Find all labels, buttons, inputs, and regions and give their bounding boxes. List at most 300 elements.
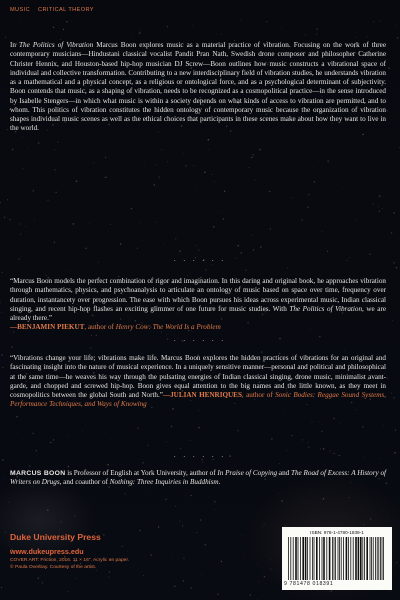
artwork-dot — [224, 191, 225, 192]
artwork-dot — [207, 139, 209, 141]
artwork-dot — [389, 210, 390, 211]
artwork-dot — [22, 168, 23, 169]
artwork-dot — [73, 223, 75, 225]
artwork-dot — [196, 345, 197, 346]
artwork-dot — [271, 438, 273, 440]
artwork-dot — [285, 273, 286, 274]
blurb-piekut-book-title: The Politics of Vibration — [289, 304, 363, 313]
artwork-dot — [195, 190, 196, 191]
artwork-dot — [89, 223, 90, 224]
barcode-bar — [366, 537, 368, 580]
artwork-dot — [314, 181, 315, 182]
artwork-dot — [190, 440, 191, 441]
artwork-dot — [389, 185, 390, 186]
artwork-dot — [2, 367, 3, 368]
artwork-dot — [196, 245, 197, 246]
artwork-dot — [379, 195, 381, 197]
artwork-dot — [158, 526, 159, 527]
artwork-dot — [20, 21, 21, 22]
artwork-dot — [9, 219, 10, 220]
barcode-bar — [378, 537, 379, 580]
artwork-dot — [47, 200, 48, 201]
artwork-dot — [33, 190, 34, 191]
artwork-dot — [388, 67, 390, 69]
artwork-dot — [2, 272, 3, 273]
author-bio-book1: In Praise of Copying — [217, 469, 278, 477]
artwork-dot — [333, 418, 334, 419]
artwork-dot — [47, 509, 48, 510]
barcode-bar — [334, 537, 335, 580]
artwork-dot — [307, 207, 308, 208]
artwork-dot — [204, 160, 205, 161]
barcode-bar — [319, 537, 320, 580]
artwork-dot — [222, 349, 223, 350]
artwork-dot — [279, 463, 280, 464]
barcode-bar — [383, 537, 384, 580]
barcode-bar — [350, 537, 351, 580]
artwork-dot — [166, 499, 167, 500]
barcode-bar — [353, 537, 354, 580]
artwork-dot — [302, 439, 303, 440]
artwork-dot — [373, 21, 374, 22]
artwork-dot — [93, 203, 94, 204]
artwork-dot — [34, 221, 35, 222]
artwork-dot — [20, 233, 21, 234]
artwork-dot — [397, 37, 398, 38]
artwork-dot — [279, 493, 280, 494]
artwork-dot — [290, 205, 291, 206]
artwork-dot — [270, 559, 271, 560]
artwork-dot — [25, 226, 26, 227]
artwork-dot — [318, 421, 319, 422]
artwork-dot — [238, 430, 239, 431]
barcode-bar — [312, 537, 313, 580]
artwork-dot — [140, 223, 141, 224]
artwork-dot — [106, 574, 107, 575]
artwork-dot — [342, 188, 343, 189]
description-prefix: In — [10, 41, 20, 49]
artwork-dot — [198, 427, 199, 428]
artwork-dot — [392, 320, 393, 321]
artwork-dot — [139, 530, 140, 531]
artwork-dot — [179, 521, 180, 522]
artwork-dot — [330, 591, 331, 592]
artwork-dot — [69, 436, 70, 437]
artwork-dot — [389, 123, 390, 124]
artwork-dot — [199, 410, 200, 411]
barcode-bar — [329, 537, 331, 580]
artwork-dot — [139, 32, 141, 34]
artwork-dot — [379, 210, 380, 211]
barcode-bar — [332, 537, 333, 580]
artwork-dot — [217, 594, 218, 595]
artwork-dot — [380, 21, 381, 22]
artwork-dot — [362, 426, 363, 427]
artwork-dot — [104, 177, 105, 178]
artwork-dot — [291, 435, 292, 436]
category-music: MUSIC — [10, 7, 31, 13]
blurb-henriques-affiliation-prefix: , author of — [241, 391, 276, 399]
artwork-dot — [7, 217, 8, 218]
artwork-dot — [344, 488, 345, 489]
barcode-bar — [307, 537, 308, 580]
artwork-dot — [162, 149, 163, 150]
barcode-bar — [323, 537, 325, 580]
publisher-url[interactable]: www.dukeupress.edu — [10, 547, 84, 556]
barcode-bar — [295, 537, 297, 580]
barcode — [282, 527, 392, 590]
artwork-dot — [323, 448, 325, 450]
artwork-dot — [240, 252, 241, 253]
artwork-dot — [171, 554, 172, 555]
artwork-dot — [254, 179, 255, 180]
artwork-dot — [307, 442, 308, 443]
artwork-dot — [144, 240, 145, 241]
artwork-dot — [20, 224, 21, 225]
artwork-dot — [28, 148, 29, 149]
artwork-dot — [391, 232, 392, 233]
artwork-dot — [318, 446, 319, 447]
artwork-dot — [266, 21, 267, 22]
artwork-dot — [167, 161, 168, 162]
barcode-bar — [314, 537, 315, 580]
barcode-bar — [364, 537, 365, 580]
barcode-bar — [360, 537, 362, 580]
artwork-dot — [93, 162, 94, 163]
artwork-dot — [147, 445, 148, 446]
author-bio-name: MARCUS BOON — [10, 470, 66, 477]
artwork-dot — [53, 439, 54, 440]
artwork-dot — [38, 577, 40, 579]
blurb-piekut-text-a: “Marcus Boon models the perfect combination of rigor and imagination. In this daring and original book, he approaches vibration through mathematics, physics, and psychoanalysis to articulate an ontology of music based on space over time, frequency over duration, instantancety over progression. The ease with which Boon pursues his ideas across experimental music, Indian classical singing, and recent hip-hop flashes an exciting glimmer of one future for music studies. With — [10, 277, 386, 313]
artwork-dot — [175, 506, 176, 507]
artwork-dot — [11, 346, 12, 347]
artwork-dot — [68, 591, 69, 592]
artwork-dot — [32, 433, 33, 434]
artwork-dot — [103, 534, 104, 535]
artwork-dot — [159, 184, 160, 185]
description-book-title: The Politics of Vibration — [19, 41, 94, 49]
artwork-dot — [393, 212, 395, 214]
artwork-dot — [0, 202, 1, 203]
artwork-dot — [66, 21, 68, 23]
artwork-dot — [61, 521, 62, 522]
artwork-dot — [0, 302, 1, 303]
artwork-dot — [237, 245, 239, 247]
artwork-dot — [53, 27, 54, 28]
artwork-dot — [387, 378, 388, 379]
artwork-dot — [142, 462, 143, 463]
barcode-bar — [310, 537, 311, 580]
barcode-bar — [316, 537, 318, 580]
artwork-dot — [396, 267, 398, 269]
blurb-piekut — [10, 277, 386, 333]
artwork-dot — [193, 165, 194, 166]
artwork-dot — [205, 269, 206, 270]
artwork-dot — [9, 502, 10, 503]
artwork-dot — [287, 268, 288, 269]
artwork-dot — [46, 275, 47, 276]
barcode-bar — [290, 537, 291, 580]
artwork-dot — [281, 28, 282, 29]
barcode-bar — [355, 537, 357, 580]
barcode-bar — [373, 537, 374, 580]
artwork-dot — [214, 501, 216, 503]
copyright-line: © Paula Overbay. Courtesy of the artist. — [10, 564, 97, 570]
artwork-dot — [395, 25, 396, 26]
artwork-dot — [240, 20, 241, 21]
artwork-dot — [211, 567, 212, 568]
artwork-dot — [362, 134, 364, 136]
artwork-dot — [396, 562, 397, 563]
artwork-dot — [223, 218, 224, 219]
artwork-dot — [320, 448, 321, 449]
artwork-dot — [214, 181, 215, 182]
artwork-dot — [263, 527, 264, 528]
artwork-dot — [59, 529, 60, 530]
artwork-dot — [169, 221, 170, 222]
artwork-dot — [137, 248, 138, 249]
artwork-dot — [302, 219, 303, 220]
artwork-dot — [175, 238, 176, 239]
artwork-dot — [244, 555, 245, 556]
artwork-dot — [378, 206, 379, 207]
artwork-dot — [311, 172, 312, 173]
artwork-dot — [317, 28, 318, 29]
artwork-dot — [159, 177, 160, 178]
artwork-dot — [164, 547, 165, 548]
artwork-dot — [391, 23, 392, 24]
blurb-piekut-affiliation-prefix: , author of — [84, 323, 116, 332]
description-paragraph — [10, 41, 386, 134]
artwork-dot — [327, 160, 329, 162]
barcode-bar — [338, 537, 339, 580]
artwork-dot — [363, 524, 364, 525]
artwork-dot — [244, 243, 245, 244]
artwork-dot — [171, 426, 172, 427]
artwork-dot — [261, 351, 263, 353]
artwork-dot — [180, 448, 181, 449]
artwork-dot — [63, 29, 64, 30]
artwork-dot — [316, 34, 317, 35]
artwork-dot — [60, 39, 61, 40]
artwork-dot — [269, 191, 270, 192]
barcode-bar — [339, 537, 340, 580]
barcode-bar — [380, 537, 381, 580]
artwork-dot — [105, 176, 107, 178]
artwork-dot — [388, 515, 389, 516]
artwork-dot — [42, 582, 43, 583]
artwork-dot — [45, 210, 46, 211]
artwork-dot — [391, 392, 392, 393]
artwork-dot — [154, 184, 156, 186]
artwork-dot — [383, 426, 384, 427]
artwork-dot — [57, 142, 58, 143]
separator-dots: . . . . . . — [173, 451, 227, 459]
artwork-dot — [248, 167, 249, 168]
artwork-dot — [264, 524, 265, 525]
artwork-dot — [66, 271, 67, 272]
artwork-dot — [251, 157, 252, 158]
artwork-dot — [260, 246, 261, 247]
artwork-dot — [29, 465, 30, 466]
artwork-dot — [107, 464, 109, 466]
artwork-dot — [284, 411, 285, 412]
author-bio-book2: The Road of Excess: A History of Writers on Drugs — [10, 469, 387, 487]
artwork-dot — [12, 149, 14, 151]
artwork-dot — [349, 497, 350, 498]
artwork-dot — [387, 110, 388, 111]
artwork-dot — [82, 431, 83, 432]
artwork-dot — [75, 578, 76, 579]
barcode-bar — [335, 537, 336, 580]
artwork-dot — [211, 174, 212, 175]
artwork-dot — [38, 142, 39, 143]
artwork-dot — [193, 25, 194, 26]
barcode-bars — [288, 537, 386, 580]
artwork-dot — [344, 350, 345, 351]
artwork-dot — [118, 599, 119, 600]
cover-art-credit — [10, 558, 129, 571]
barcode-bar — [293, 537, 294, 580]
artwork-dot — [3, 132, 4, 133]
artwork-dot — [313, 167, 314, 168]
artwork-dot — [138, 428, 139, 429]
barcode-bar — [348, 537, 349, 580]
artwork-dot — [54, 169, 55, 170]
barcode-bar — [370, 537, 371, 580]
artwork-dot — [55, 192, 56, 193]
artwork-dot — [339, 423, 340, 424]
cover-art-line: COVER ART: Friction, 2016. 11 × 16". Acrylic on paper. — [10, 558, 130, 563]
barcode-bar — [302, 537, 304, 580]
artwork-dot — [118, 139, 119, 140]
artwork-dot — [1, 354, 2, 355]
artwork-dot — [185, 165, 186, 166]
artwork-dot — [164, 244, 165, 245]
artwork-dot — [68, 466, 69, 467]
artwork-dot — [357, 349, 358, 350]
barcode-bar — [382, 537, 383, 580]
artwork-dot — [7, 129, 8, 130]
artwork-dot — [16, 416, 18, 418]
artwork-dot — [5, 162, 6, 163]
artwork-dot — [71, 21, 72, 22]
artwork-dot — [139, 30, 140, 31]
artwork-dot — [214, 509, 215, 510]
artwork-dot — [179, 250, 180, 251]
artwork-dot — [166, 441, 167, 442]
artwork-dot — [105, 157, 106, 158]
artwork-dot — [155, 164, 156, 165]
artwork-dot — [218, 211, 219, 212]
artwork-dot — [394, 397, 395, 398]
artwork-dot — [151, 490, 152, 491]
artwork-dot — [132, 36, 133, 37]
category-critical-theory: CRITICAL THEORY — [38, 7, 94, 13]
artwork-dot — [273, 239, 274, 240]
author-bio-book3: Nothing: Three Inquiries in Buddhism — [109, 478, 219, 487]
barcode-bar — [346, 537, 348, 580]
artwork-dot — [4, 217, 5, 218]
artwork-dot — [305, 34, 306, 35]
artwork-dot — [304, 187, 305, 188]
artwork-dot — [5, 532, 6, 533]
artwork-dot — [221, 561, 222, 562]
artwork-dot — [54, 242, 55, 243]
artwork-dot — [252, 235, 253, 236]
description-body: Marcus Boon explores music as a material practice of vibration. Focusing on the work of three contemporary musicians—Hindustani classical vocalist Pandit Pran Nath, Swedish drone composer and philosopher Catherine Christer Hennix, and Houston-based hip-hop musician DJ Screw—Boon outlines how music constructs a vibrational space of individual and collective transformation. Contributing to a new interdisciplinary field of vibration studies, he understands vibration as a mathematical and a physical concept, as a religious or ontological force, and as a psychological determinant of subjectivity. Boon contends that music, as a shaping of vibration, needs to be recognized as a cosmopolitical practice—in the sense introduced by Isabelle Stengers—in which what music is within a society depends on what kinds of access to vibration are permitted, and to whom. This politics of vibration constitutes the hidden ontology of contemporary music because the organization of vibration shapes individual music scenes as well as the ethical choices that participants in these scenes make about how they want to live in the world. — [10, 41, 387, 133]
artwork-dot — [392, 288, 393, 289]
barcode-bar — [322, 537, 323, 580]
artwork-dot — [271, 569, 272, 570]
artwork-dot — [264, 576, 265, 577]
artwork-dot — [2, 459, 4, 461]
barcode-bar — [288, 537, 289, 580]
artwork-dot — [395, 430, 396, 431]
artwork-dot — [1, 587, 2, 588]
blurb-henriques-affiliation-title: Sonic Bodies: Reggae Sound Systems, Performance Techniques, and Ways of Knowing — [10, 391, 386, 409]
barcode-bar — [377, 537, 378, 580]
artwork-dot — [312, 422, 313, 423]
author-bio-text-c: , and coauthor of — [59, 478, 110, 487]
artwork-dot — [390, 590, 391, 591]
artwork-dot — [23, 439, 24, 440]
artwork-dot — [122, 546, 123, 547]
barcode-bar — [341, 537, 342, 580]
artwork-dot — [259, 149, 261, 151]
isbn-text: ISBN: 978-1-4780-1839-1 — [310, 530, 364, 535]
artwork-dot — [124, 493, 125, 494]
blurb-piekut-text-b: , we are already there.” — [10, 304, 386, 322]
artwork-dot — [74, 196, 75, 197]
artwork-dot — [252, 154, 253, 155]
artwork-dot — [183, 580, 185, 582]
artwork-dot — [191, 495, 192, 496]
category-labels — [10, 7, 100, 13]
artwork-dot — [174, 585, 176, 587]
artwork-dot — [90, 347, 91, 348]
artwork-dot — [373, 203, 374, 204]
blurb-henriques — [10, 354, 386, 410]
author-bio-text-d: . — [218, 478, 221, 487]
blurb-henriques-author: —JULIAN HENRIQUES — [162, 391, 242, 399]
blurb-piekut-author: —BENJAMIN PIEKUT — [10, 323, 85, 332]
artwork-dot — [190, 587, 192, 589]
artwork-dot — [270, 228, 271, 229]
artwork-dot — [370, 518, 371, 519]
author-bio — [10, 469, 386, 488]
artwork-dot — [366, 36, 367, 37]
artwork-dot — [7, 199, 8, 200]
artwork-dot — [105, 432, 106, 433]
artwork-dot — [246, 270, 247, 271]
barcode-bar — [362, 537, 363, 580]
artwork-dot — [217, 34, 218, 35]
artwork-dot — [182, 525, 183, 526]
barcode-bar — [375, 537, 376, 580]
artwork-dot — [204, 172, 206, 174]
author-bio-text-b: and — [277, 469, 292, 477]
artwork-dot — [262, 24, 263, 25]
artwork-dot — [340, 38, 341, 39]
artwork-dot — [355, 37, 356, 38]
blurb-henriques-text: “Vibrations change your life; vibrations make life. Marcus Boon explores the hidden practices of vibrations for an original and fascinating insight into the nature of musical experience. In a uniquely sensitive manner—personal and political and philosophical at the same time—he weaves his way through the pulsating energies of Indian classical singing, drone music, minimalist avant-garde, and chopped and screwed hip-hop. Boon gives equal attention to the big names and the little known, as they meet in cosmopolitics between the global South and North.” — [10, 354, 386, 399]
artwork-dot — [76, 180, 78, 182]
artwork-dot — [156, 222, 157, 223]
artwork-dot — [323, 498, 324, 499]
artwork-dot — [85, 248, 86, 249]
